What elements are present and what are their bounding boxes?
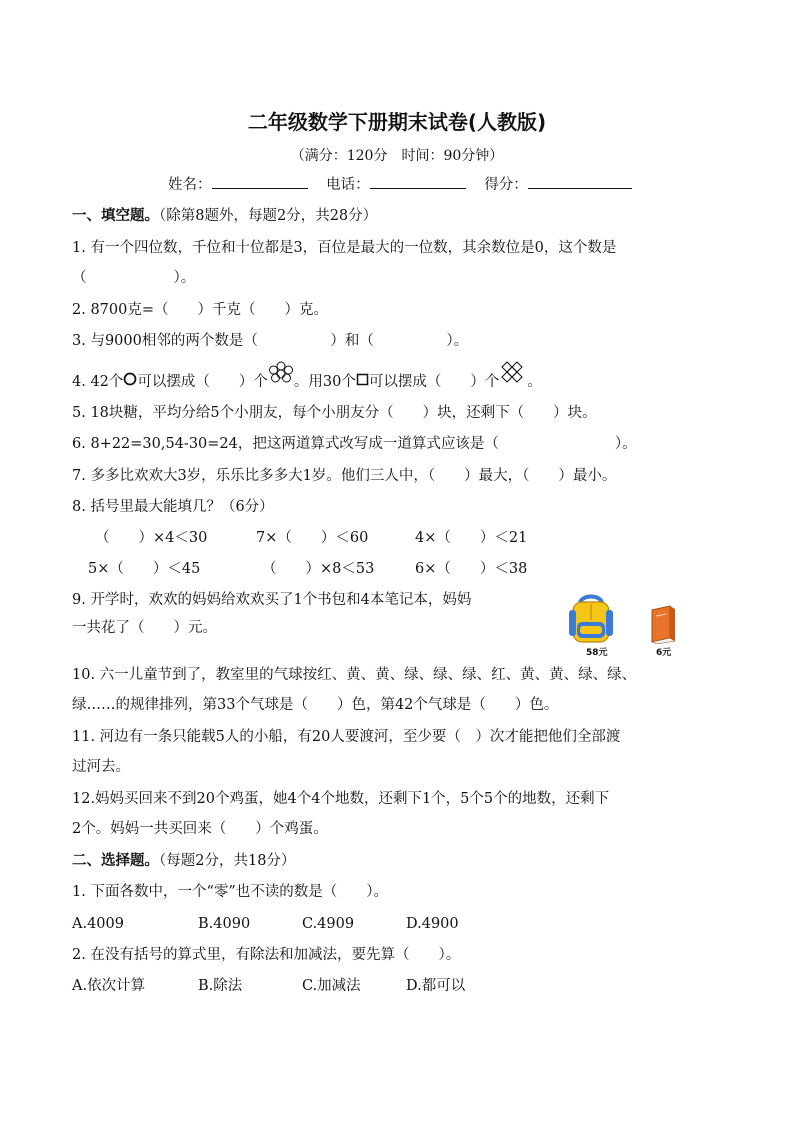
section1-header — [72, 206, 377, 226]
q9-line1: 9. 开学时，欢欢的妈妈给欢欢买了1个书包和4本笔记本，妈妈 — [72, 592, 472, 608]
q7: 7. 多多比欢欢大3岁，乐乐比多多大1岁。他们三人中，（ ）最大，（ ）最小。 — [72, 468, 617, 484]
s2-q2-option-c[interactable]: C.加减法 — [302, 978, 361, 994]
backpack-image — [564, 592, 618, 650]
q4-part4: 可以摆成（ ）个 — [368, 374, 500, 390]
section2-note: （每题2分，共18分） — [159, 853, 296, 869]
s2-q1-option-b[interactable]: B.4090 — [198, 916, 251, 932]
student-info-row — [168, 174, 632, 195]
score-blank[interactable] — [528, 174, 632, 189]
q10-line2: 绿……的规律排列，第33个气球是（ ）色，第42个气球是（ ）色。 — [72, 697, 559, 713]
phone-label: 电话： — [326, 177, 370, 193]
q1-line1: 1. 有一个四位数，千位和十位都是3，百位是最大的一位数，其余数位是0，这个数是 — [72, 240, 617, 256]
q8-item-5: （ ）×8＜53 — [262, 561, 375, 577]
q8-item-2: 7×（ ）＜60 — [256, 530, 369, 546]
q8-item-1: （ ）×4＜30 — [95, 530, 208, 546]
q4 — [72, 372, 542, 392]
notebook-price: 6元 — [656, 648, 672, 658]
q8-item-4: 5×（ ）＜45 — [88, 561, 201, 577]
q12-line1: 12.妈妈买回来不到20个鸡蛋，她4个4个地数，还剩下1个，5个5个的地数，还剩下 — [72, 791, 610, 807]
q3: 3. 与9000相邻的两个数是（ ）和（ ）。 — [72, 333, 469, 349]
q9-line2: 一共花了（ ）元。 — [72, 620, 217, 636]
q4-part5: 。 — [527, 374, 542, 390]
exam-info: （满分：120分 时间：90分钟） — [290, 148, 504, 164]
section1-note: （除第8题外，每题2分，共28分） — [159, 208, 378, 224]
page-title: 二年级数学下册期末试卷(人教版) — [247, 110, 547, 134]
circle-icon — [123, 372, 137, 392]
q10-line1: 10. 六一儿童节到了，教室里的气球按红、黄、黄、绿、绿、绿、红、黄、黄、绿、绿、 — [72, 667, 637, 683]
q6: 6. 8+22=30,54-30=24，把这两道算式改写成一道算式应该是（ ）。 — [72, 436, 637, 452]
q5: 5. 18块糖，平均分给5个小朋友，每个小朋友分（ ）块，还剩下（ ）块。 — [72, 405, 597, 421]
q1-line2: （ ）。 — [72, 270, 196, 286]
section2-heading: 二、选择题。 — [72, 853, 159, 869]
q12-line2: 2个。妈妈一共买回来（ ）个鸡蛋。 — [72, 821, 328, 837]
notebook-image — [648, 604, 678, 648]
q11-line1: 11. 河边有一条只能载5人的小船，有20人要渡河，至少要（ ）次才能把他们全部渡 — [72, 729, 621, 745]
name-blank[interactable] — [212, 174, 308, 189]
section1-heading: 一、填空题。 — [72, 208, 159, 224]
flower-icon — [268, 361, 294, 391]
q4-part3: 。用30个 — [293, 374, 356, 390]
diamond-grid-icon — [499, 361, 527, 391]
s2-q2: 2. 在没有括号的算式里，有除法和加减法，要先算（ ）。 — [72, 947, 461, 963]
square-icon — [356, 372, 369, 392]
section2-header — [72, 851, 295, 871]
name-label: 姓名： — [168, 177, 212, 193]
q11-line2: 过河去。 — [72, 759, 130, 775]
q8: 8. 括号里最大能填几？（6分） — [72, 499, 274, 515]
phone-blank[interactable] — [370, 174, 466, 189]
q2: 2. 8700克=（ ）千克（ ）克。 — [72, 302, 328, 318]
q8-item-3: 4×（ ）＜21 — [415, 530, 528, 546]
q8-item-6: 6×（ ）＜38 — [415, 561, 528, 577]
s2-q1-option-c[interactable]: C.4909 — [302, 916, 355, 932]
q4-part2: 可以摆成（ ）个 — [137, 374, 268, 390]
q4-part1: 4. 42个 — [72, 374, 124, 390]
s2-q2-option-a[interactable]: A.依次计算 — [72, 978, 146, 994]
score-label: 得分： — [484, 177, 528, 193]
s2-q1-option-a[interactable]: A.4009 — [72, 916, 124, 932]
s2-q1: 1. 下面各数中，一个“零”也不读的数是（ ）。 — [72, 884, 389, 900]
s2-q2-option-b[interactable]: B.除法 — [198, 978, 243, 994]
s2-q1-option-d[interactable]: D.4900 — [406, 916, 459, 932]
backpack-price: 58元 — [586, 648, 608, 658]
s2-q2-option-d[interactable]: D.都可以 — [406, 978, 466, 994]
